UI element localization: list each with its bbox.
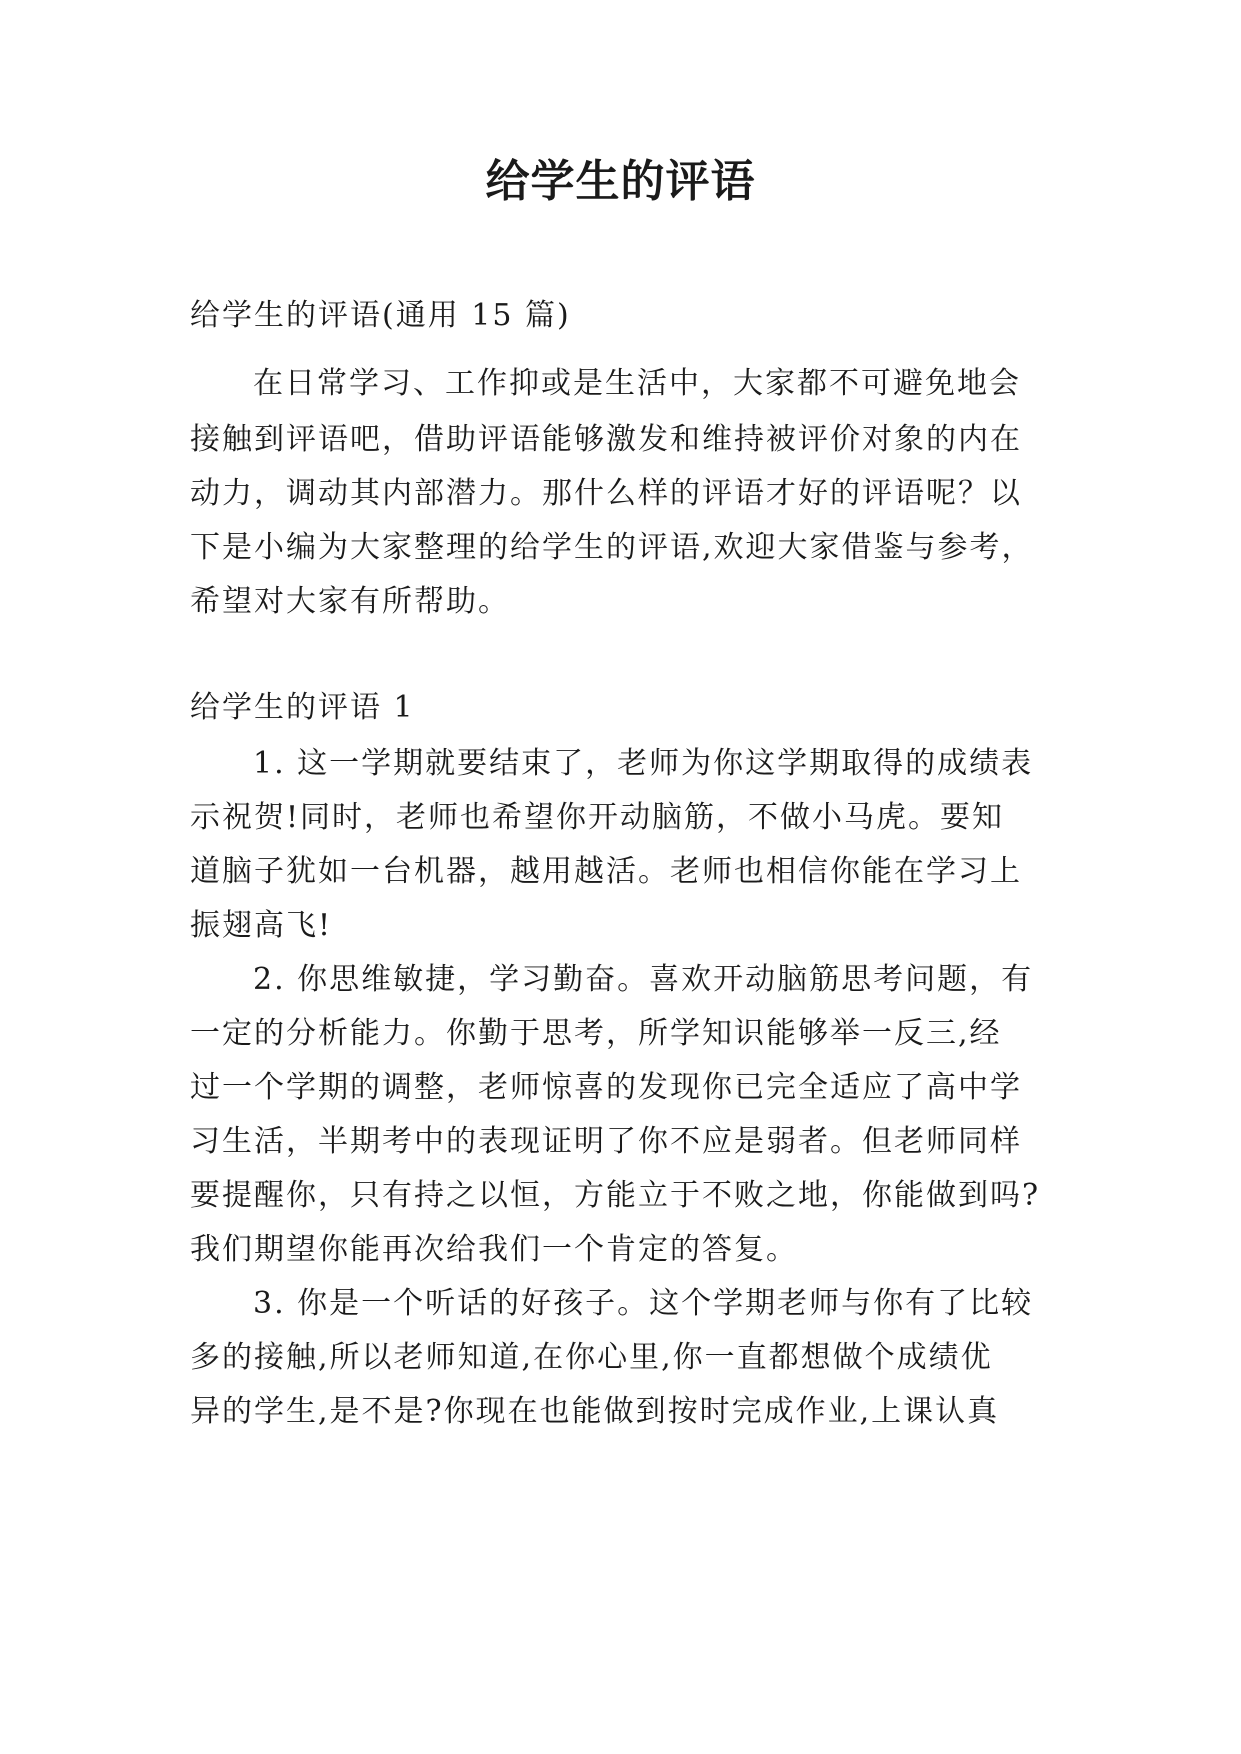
item-3-line: 3. 你是一个听话的好孩子。这个学期老师与你有了比较 — [253, 1286, 1034, 1321]
document-subtitle: 给学生的评语(通用 15 篇) — [190, 298, 571, 333]
item-1-line: 道脑子犹如一台机器，越用越活。老师也相信你能在学习上 — [190, 854, 1022, 889]
item-2-line: 要提醒你，只有持之以恒，方能立于不败之地，你能做到吗? — [190, 1178, 1041, 1213]
intro-line: 动力，调动其内部潜力。那什么样的评语才好的评语呢？以 — [190, 476, 1022, 511]
intro-line: 接触到评语吧，借助评语能够激发和维持被评价对象的内在 — [190, 422, 1022, 457]
document-title: 给学生的评语 — [485, 156, 756, 207]
item-3-line: 异的学生,是不是?你现在也能做到按时完成作业,上课认真 — [190, 1394, 1000, 1429]
section-heading: 给学生的评语 1 — [190, 690, 415, 725]
item-1-line: 示祝贺!同时，老师也希望你开动脑筋，不做小马虎。要知 — [190, 800, 1005, 835]
item-3-line: 多的接触,所以老师知道,在你心里,你一直都想做个成绩优 — [190, 1340, 993, 1375]
intro-line: 下是小编为大家整理的给学生的评语,欢迎大家借鉴与参考， — [190, 530, 1034, 565]
item-2-line: 过一个学期的调整，老师惊喜的发现你已完全适应了高中学 — [190, 1070, 1022, 1105]
item-2-line: 习生活，半期考中的表现证明了你不应是弱者。但老师同样 — [190, 1124, 1022, 1159]
item-2-line: 我们期望你能再次给我们一个肯定的答复。 — [190, 1232, 798, 1267]
item-1-line: 振翅高飞! — [190, 908, 333, 943]
intro-line: 在日常学习、工作抑或是生活中，大家都不可避免地会 — [253, 366, 1021, 401]
item-2-line: 2. 你思维敏捷，学习勤奋。喜欢开动脑筋思考问题，有 — [253, 962, 1034, 997]
item-2-line: 一定的分析能力。你勤于思考，所学知识能够举一反三,经 — [190, 1016, 1002, 1051]
item-1-line: 1. 这一学期就要结束了，老师为你这学期取得的成绩表 — [253, 746, 1034, 781]
intro-line: 希望对大家有所帮助。 — [190, 584, 510, 619]
